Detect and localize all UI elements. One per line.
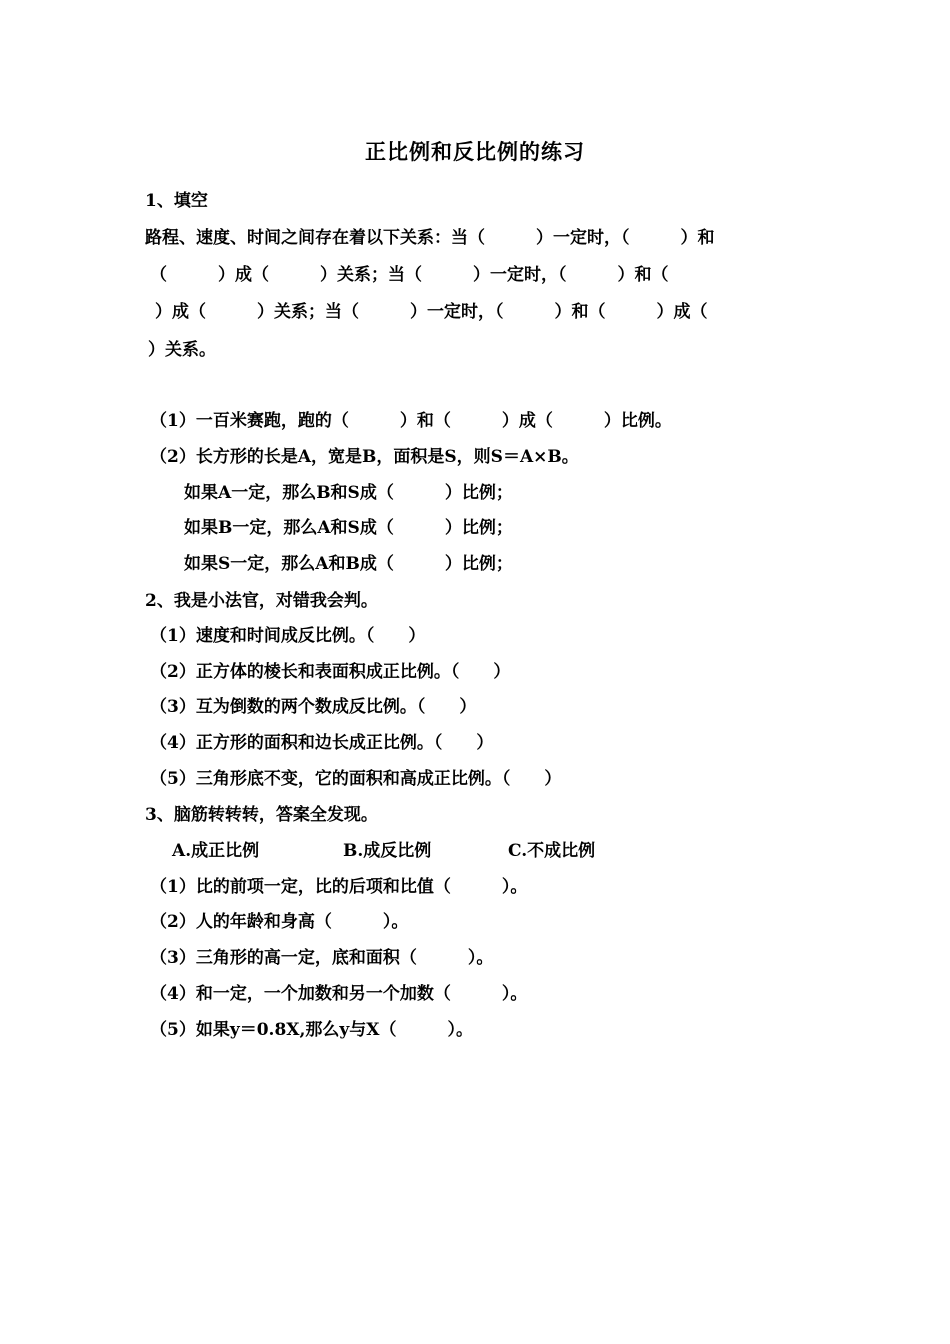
section2-item-3: （3）互为倒数的两个数成反比例。（ ） [150,697,477,717]
option-c: C.不成比例 [508,841,596,861]
section1-item-1: （1）一百米赛跑，跑的（ ）和（ ）成（ ）比例。 [150,411,672,431]
section1-heading: 1、填空 [145,191,208,211]
section1-paragraph-line-2: （ ）成（ ）关系；当（ ）一定时，（ ）和（ [150,265,669,285]
section2-item-2: （2）正方体的棱长和表面积成正比例。（ ） [150,662,511,682]
section3-item-1: （1）比的前项一定，比的后项和比值（ ）。 [150,877,528,897]
section1-paragraph-line-3: ）成（ ）关系；当（ ）一定时，（ ）和（ ）成（ [155,302,708,322]
section3-item-5: （5）如果y＝0.8X,那么y与X（ ）。 [150,1020,473,1040]
section1-paragraph-line-4: ）关系。 [148,340,216,360]
section1-item-2: （2）长方形的长是A，宽是B，面积是S，则S＝A×B。 [150,447,579,467]
section2-item-4: （4）正方形的面积和边长成正比例。（ ） [150,733,494,753]
section3-heading: 3、脑筋转转转，答案全发现。 [145,805,378,825]
section1-item-2c: 如果S一定，那么A和B成（ ）比例； [150,554,513,574]
section1-paragraph-line-1: 路程、速度、时间之间存在着以下关系：当（ ）一定时，（ ）和 [145,228,715,248]
section3-item-4: （4）和一定，一个加数和另一个加数（ ）。 [150,984,528,1004]
section3-item-3: （3）三角形的高一定，底和面积（ ）。 [150,948,494,968]
section2-item-1: （1）速度和时间成反比例。（ ） [150,626,426,646]
option-b: B.成反比例 [343,841,432,861]
section1-item-2a: 如果A一定，那么B和S成（ ）比例； [150,483,513,503]
option-a: A.成正比例 [172,841,260,861]
page-title: 正比例和反比例的练习 [365,139,585,164]
section2-heading: 2、我是小法官，对错我会判。 [145,591,378,611]
section1-item-2b: 如果B一定，那么A和S成（ ）比例； [150,518,513,538]
section3-item-2: （2）人的年龄和身高（ ）。 [150,912,409,932]
section2-item-5: （5）三角形底不变，它的面积和高成正比例。（ ） [150,769,562,789]
